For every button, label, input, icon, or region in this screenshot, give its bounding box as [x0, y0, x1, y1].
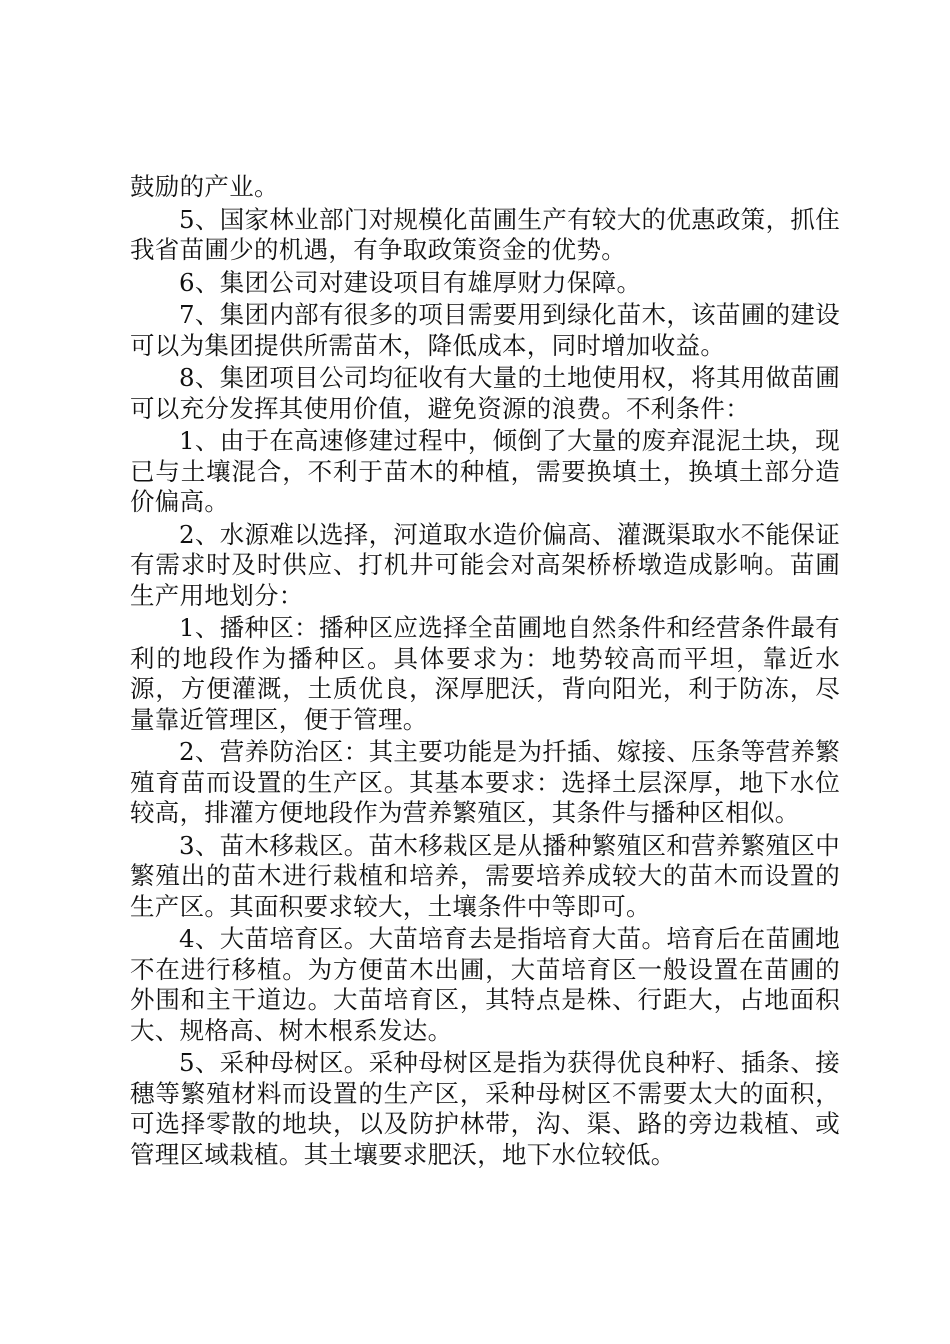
paragraph-disadvantage-2: 2、水源难以选择，河道取水造价偏高、灌溉渠取水不能保证有需求时及时供应、打机井可能会对高架桥桥墩造成影响。苗圃生产用地划分： — [130, 519, 840, 610]
paragraph-zone-vegetative: 2、营养防治区：其主要功能是为扦插、嫁接、压条等营养繁殖育苗而设置的生产区。其基本要求：选择土层深厚，地下水位较高，排灌方便地段作为营养繁殖区，其条件与播种区相似。 — [130, 737, 840, 827]
paragraph-advantage-8: 8、集团项目公司均征收有大量的土地使用权，将其用做苗圃可以充分发挥其使用价值，避免资源的浪费。不利条件： — [130, 363, 840, 423]
paragraph-advantage-6: 6、集团公司对建设项目有雄厚财力保障。 — [179, 267, 642, 297]
paragraph-zone-large-seedling: 4、大苗培育区。大苗培育去是指培育大苗。培育后在苗圃地不在进行移植。为方便苗木出圃，大苗培育区一般设置在苗圃的外围和主干道边。大苗培育区，其特点是株、行距大，占地面积大、规格高、树木根系发达。 — [130, 924, 840, 1045]
document-body — [130, 172, 840, 1170]
paragraph-advantage-5: 5、国家林业部门对规模化苗圃生产有较大的优惠政策，抓住我省苗圃少的机遇，有争取政策资金的优势。 — [130, 204, 840, 264]
paragraph-zone-sowing: 1、播种区：播种区应选择全苗圃地自然条件和经营条件最有利的地段作为播种区。具体要求为：地势较高而平坦，靠近水源，方便灌溉，土质优良，深厚肥沃，背向阳光，利于防冻，尽量靠近管理区，便于管理。 — [130, 613, 840, 734]
paragraph-zone-mother-tree: 5、采种母树区。采种母树区是指为获得优良种籽、插条、接穗等繁殖材料而设置的生产区，采种母树区不需要太大的面积，可选择零散的地块，以及防护林带，沟、渠、路的旁边栽植、或管理区域栽植。其土壤要求肥沃，地下水位较低。 — [130, 1048, 840, 1169]
paragraph-disadvantage-1: 1、由于在高速修建过程中，倾倒了大量的废弃混泥土块，现已与土壤混合，不利于苗木的种植，需要换填土，换填土部分造价偏高。 — [130, 426, 840, 516]
paragraph-continuation: 鼓励的产业。 — [130, 172, 279, 201]
paragraph-zone-transplant: 3、苗木移栽区。苗木移栽区是从播种繁殖区和营养繁殖区中繁殖出的苗木进行栽植和培养，需要培养成较大的苗木而设置的生产区。其面积要求较大，土壤条件中等即可。 — [130, 830, 840, 921]
paragraph-advantage-7: 7、集团内部有很多的项目需要用到绿化苗木，该苗圃的建设可以为集团提供所需苗木，降低成本，同时增加收益。 — [130, 300, 840, 360]
